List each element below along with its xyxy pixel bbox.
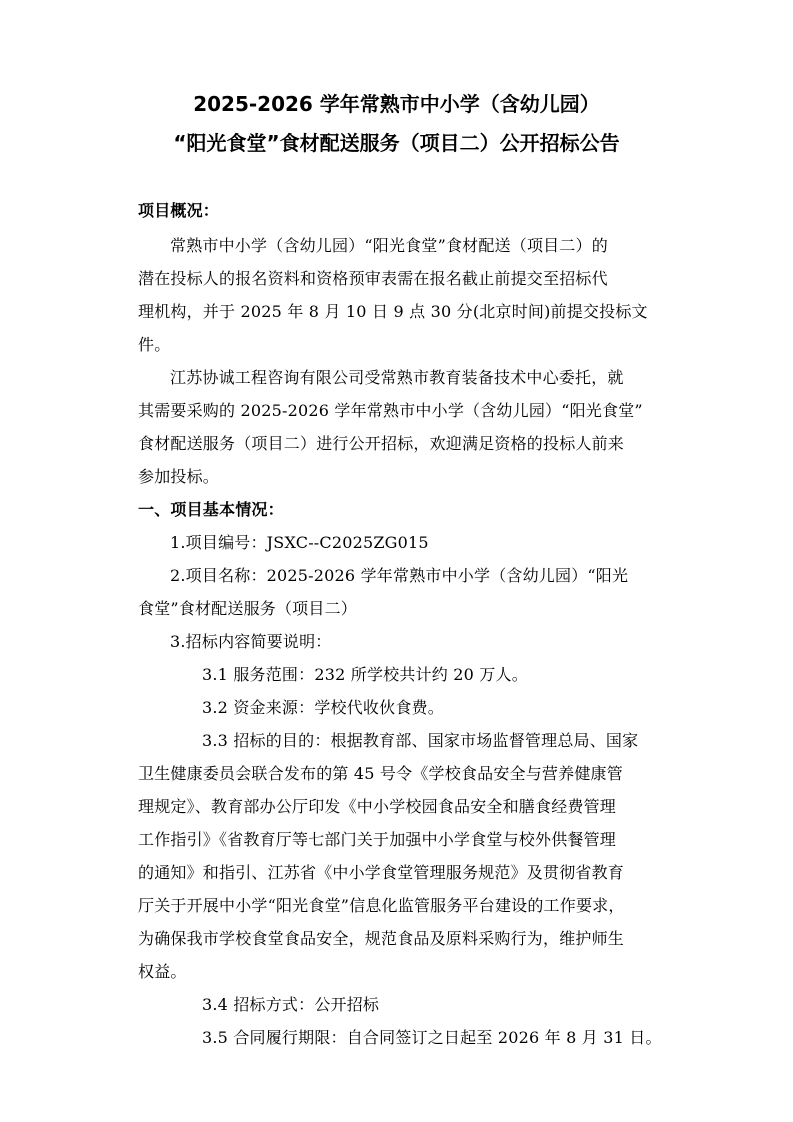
project-name-line: 2.项目名称：2025-2026 学年常熟市中小学（含幼儿园）“阳光 (170, 566, 629, 585)
overview-para1-line: 常熟市中小学（含幼儿园）“阳光食堂”食材配送（项目二）的 (170, 236, 608, 255)
fund-source: 3.2 资金来源：学校代收伙食费。 (202, 698, 444, 717)
overview-para2-line: 江苏协诚工程咨询有限公司受常熟市教育装备技术中心委托，就 (170, 368, 624, 387)
project-name-line: 食堂”食材配送服务（项目二） (138, 599, 357, 618)
bid-purpose-line: 3.3 招标的目的：根据教育部、国家市场监督管理总局、国家 (202, 731, 639, 750)
bid-content-heading: 3.招标内容简要说明： (170, 632, 332, 651)
overview-para1-line: 潜在投标人的报名资料和资格预审表需在报名截止前提交至招标代 (138, 269, 608, 288)
bid-purpose-line: 为确保我市学校食堂食品安全，规范食品及原料采购行为，维护师生 (138, 929, 625, 948)
service-scope: 3.1 服务范围：232 所学校共计约 20 万人。 (202, 665, 528, 684)
bid-purpose-line: 权益。 (138, 962, 187, 981)
overview-heading: 项目概况： (138, 201, 220, 220)
project-number: 1.项目编号：JSXC--C2025ZG015 (170, 533, 429, 552)
overview-para1-line: 件。 (138, 335, 171, 354)
bid-method: 3.4 招标方式：公开招标 (202, 995, 380, 1014)
section1-heading: 一、项目基本情况： (138, 500, 284, 519)
bid-purpose-line: 厅关于开展中小学“阳光食堂”信息化监管服务平台建设的工作要求， (138, 896, 625, 915)
overview-para2-line: 参加投标。 (138, 467, 220, 486)
overview-para1-line: 理机构，并于 2025 年 8 月 10 日 9 点 30 分(北京时间)前提交投标文 (138, 302, 648, 321)
document-title-line-2: “阳光食堂”食材配送服务（项目二）公开招标公告 (173, 131, 620, 155)
document-title-line-1: 2025-2026 学年常熟市中小学（含幼儿园） (193, 92, 600, 116)
bid-purpose-line: 的通知》和指引、江苏省《中小学食堂管理服务规范》及贯彻省教育 (138, 863, 625, 882)
bid-purpose-line: 卫生健康委员会联合发布的第 45 号令《学校食品安全与营养健康管 (138, 764, 623, 783)
bid-purpose-line: 理规定》、教育部办公厅印发《中小学校园食品安全和膳食经费管理 (138, 797, 617, 816)
overview-para2-line: 其需要采购的 2025-2026 学年常熟市中小学（含幼儿园）“阳光食堂” (138, 401, 643, 420)
bid-purpose-line: 工作指引》《省教育厅等七部门关于加强中小学食堂与校外供餐管理 (138, 830, 617, 849)
overview-para2-line: 食材配送服务（项目二）进行公开招标，欢迎满足资格的投标人前来 (138, 434, 625, 453)
contract-period: 3.5 合同履行期限：自合同签订之日起至 2026 年 8 月 31 日。 (202, 1028, 662, 1047)
